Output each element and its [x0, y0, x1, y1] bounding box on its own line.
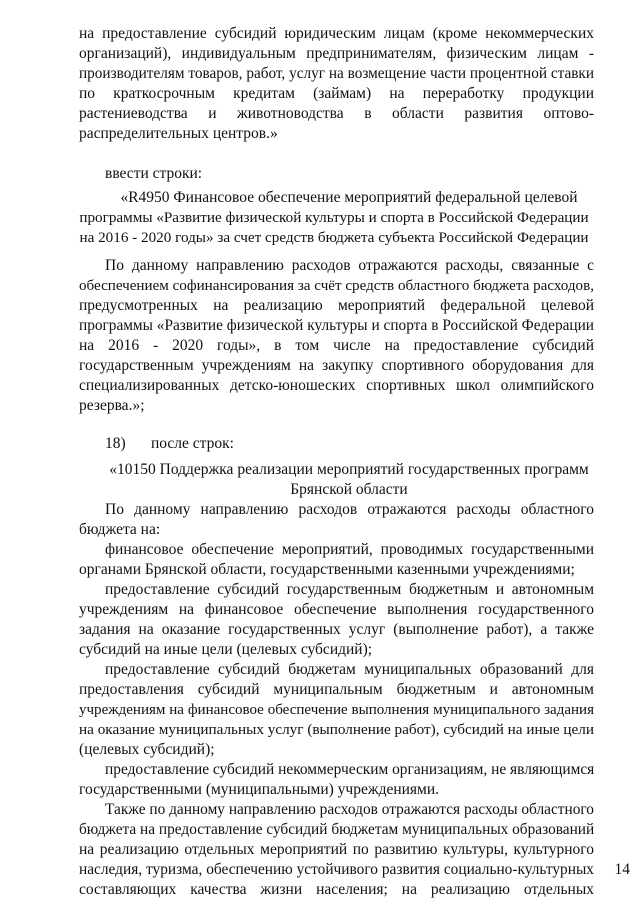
body-line: специализированных детско-юношеских спортивных школ олимпийского [79, 377, 594, 394]
section-heading-r4950: «R4950 Финансовое обеспечение мероприятий федеральной целевой [120, 189, 578, 206]
intro-line: распределительных центров.» [79, 125, 278, 142]
body-line: составляющих качества жизни населения; на реализацию отдельных [79, 881, 594, 898]
intro-line: растениеводства и животноводства в области развития оптово- [79, 105, 594, 122]
intro-line: на предоставление субсидий юридическим лицам (кроме некоммерческих [79, 25, 594, 42]
item-number: 18) [105, 435, 126, 452]
body-line: предоставление субсидий некоммерческим организациям, не являющимся [105, 761, 595, 778]
body-line: По данному направлению расходов отражаются расходы областного [105, 501, 594, 518]
body-line: государственными (муниципальными) учреждениями. [79, 781, 440, 798]
body-line: предусмотренных на реализацию мероприятий федеральной целевой [79, 297, 594, 314]
insert-label: ввести строки: [105, 165, 203, 182]
section-heading-10150: Брянской области [290, 481, 408, 498]
intro-line: производителям товаров, работ, услуг на возмещение части процентной ставки [79, 65, 594, 82]
body-line: органами Брянской области, государственными казенными учреждениями; [79, 561, 575, 578]
body-line: обеспечением софинансирования за счёт средств областного бюджета расходов, [79, 278, 594, 294]
body-line: предоставления субсидий муниципальным бюджетным и автономным [79, 681, 594, 698]
body-line: предоставление субсидий бюджетам муниципальных образований для [105, 661, 594, 678]
body-line: на реализацию отдельных мероприятий по развитию культуры, культурного [79, 841, 594, 858]
section-heading-r4950: на 2016 - 2020 годы» за счет средств бюджета субъекта Российской Федерации [79, 229, 589, 246]
body-line: бюджета на: [79, 521, 161, 538]
page-number: 14 [614, 861, 630, 878]
body-line: наследия, туризма, обеспечению устойчивого развития социально-культурных [79, 861, 594, 878]
body-line: на 2016 - 2020 годы», в том числе на предоставление субсидий [79, 337, 594, 354]
body-line: По данному направлению расходов отражаются расходы, связанные с [105, 257, 594, 274]
body-line: задания на оказание государственных услуг (выполнение работ), а также [79, 621, 594, 638]
section-heading-r4950: программы «Развитие физической культуры и спорта в Российской Федерации [79, 209, 589, 226]
body-line: предоставление субсидий государственным бюджетным и автономным [105, 581, 594, 598]
body-line: субсидий на иные цели (целевых субсидий); [79, 641, 373, 658]
body-line: государственным учреждениям на закупку спортивного оборудования для [79, 357, 594, 374]
item-text: после строк: [151, 435, 234, 452]
body-line: (целевых субсидий); [79, 741, 215, 758]
body-line: учреждениям на финансовое обеспечение выполнения муниципального задания [79, 702, 594, 718]
body-line: резерва.»; [79, 397, 145, 414]
intro-line: по краткосрочным кредитам (займам) на переработку продукции [79, 85, 594, 102]
body-line: программы «Развитие физической культуры и спорта в Российской Федерации [79, 317, 594, 334]
body-line: финансовое обеспечение мероприятий, проводимых государственными [105, 541, 594, 558]
body-line: Также по данному направлению расходов отражаются расходы областного [105, 801, 594, 818]
body-line: бюджета на предоставление субсидий бюджетам муниципальных образований [79, 821, 595, 838]
body-line: учреждениям на финансовое обеспечение выполнения государственного [79, 601, 594, 618]
intro-line: организаций), индивидуальным предпринимателям, физическим лицам - [79, 45, 594, 62]
section-heading-10150: «10150 Поддержка реализации мероприятий государственных программ [109, 461, 589, 478]
body-line: на оказание муниципальных услуг (выполнение работ), субсидий на иные цели [79, 721, 594, 738]
